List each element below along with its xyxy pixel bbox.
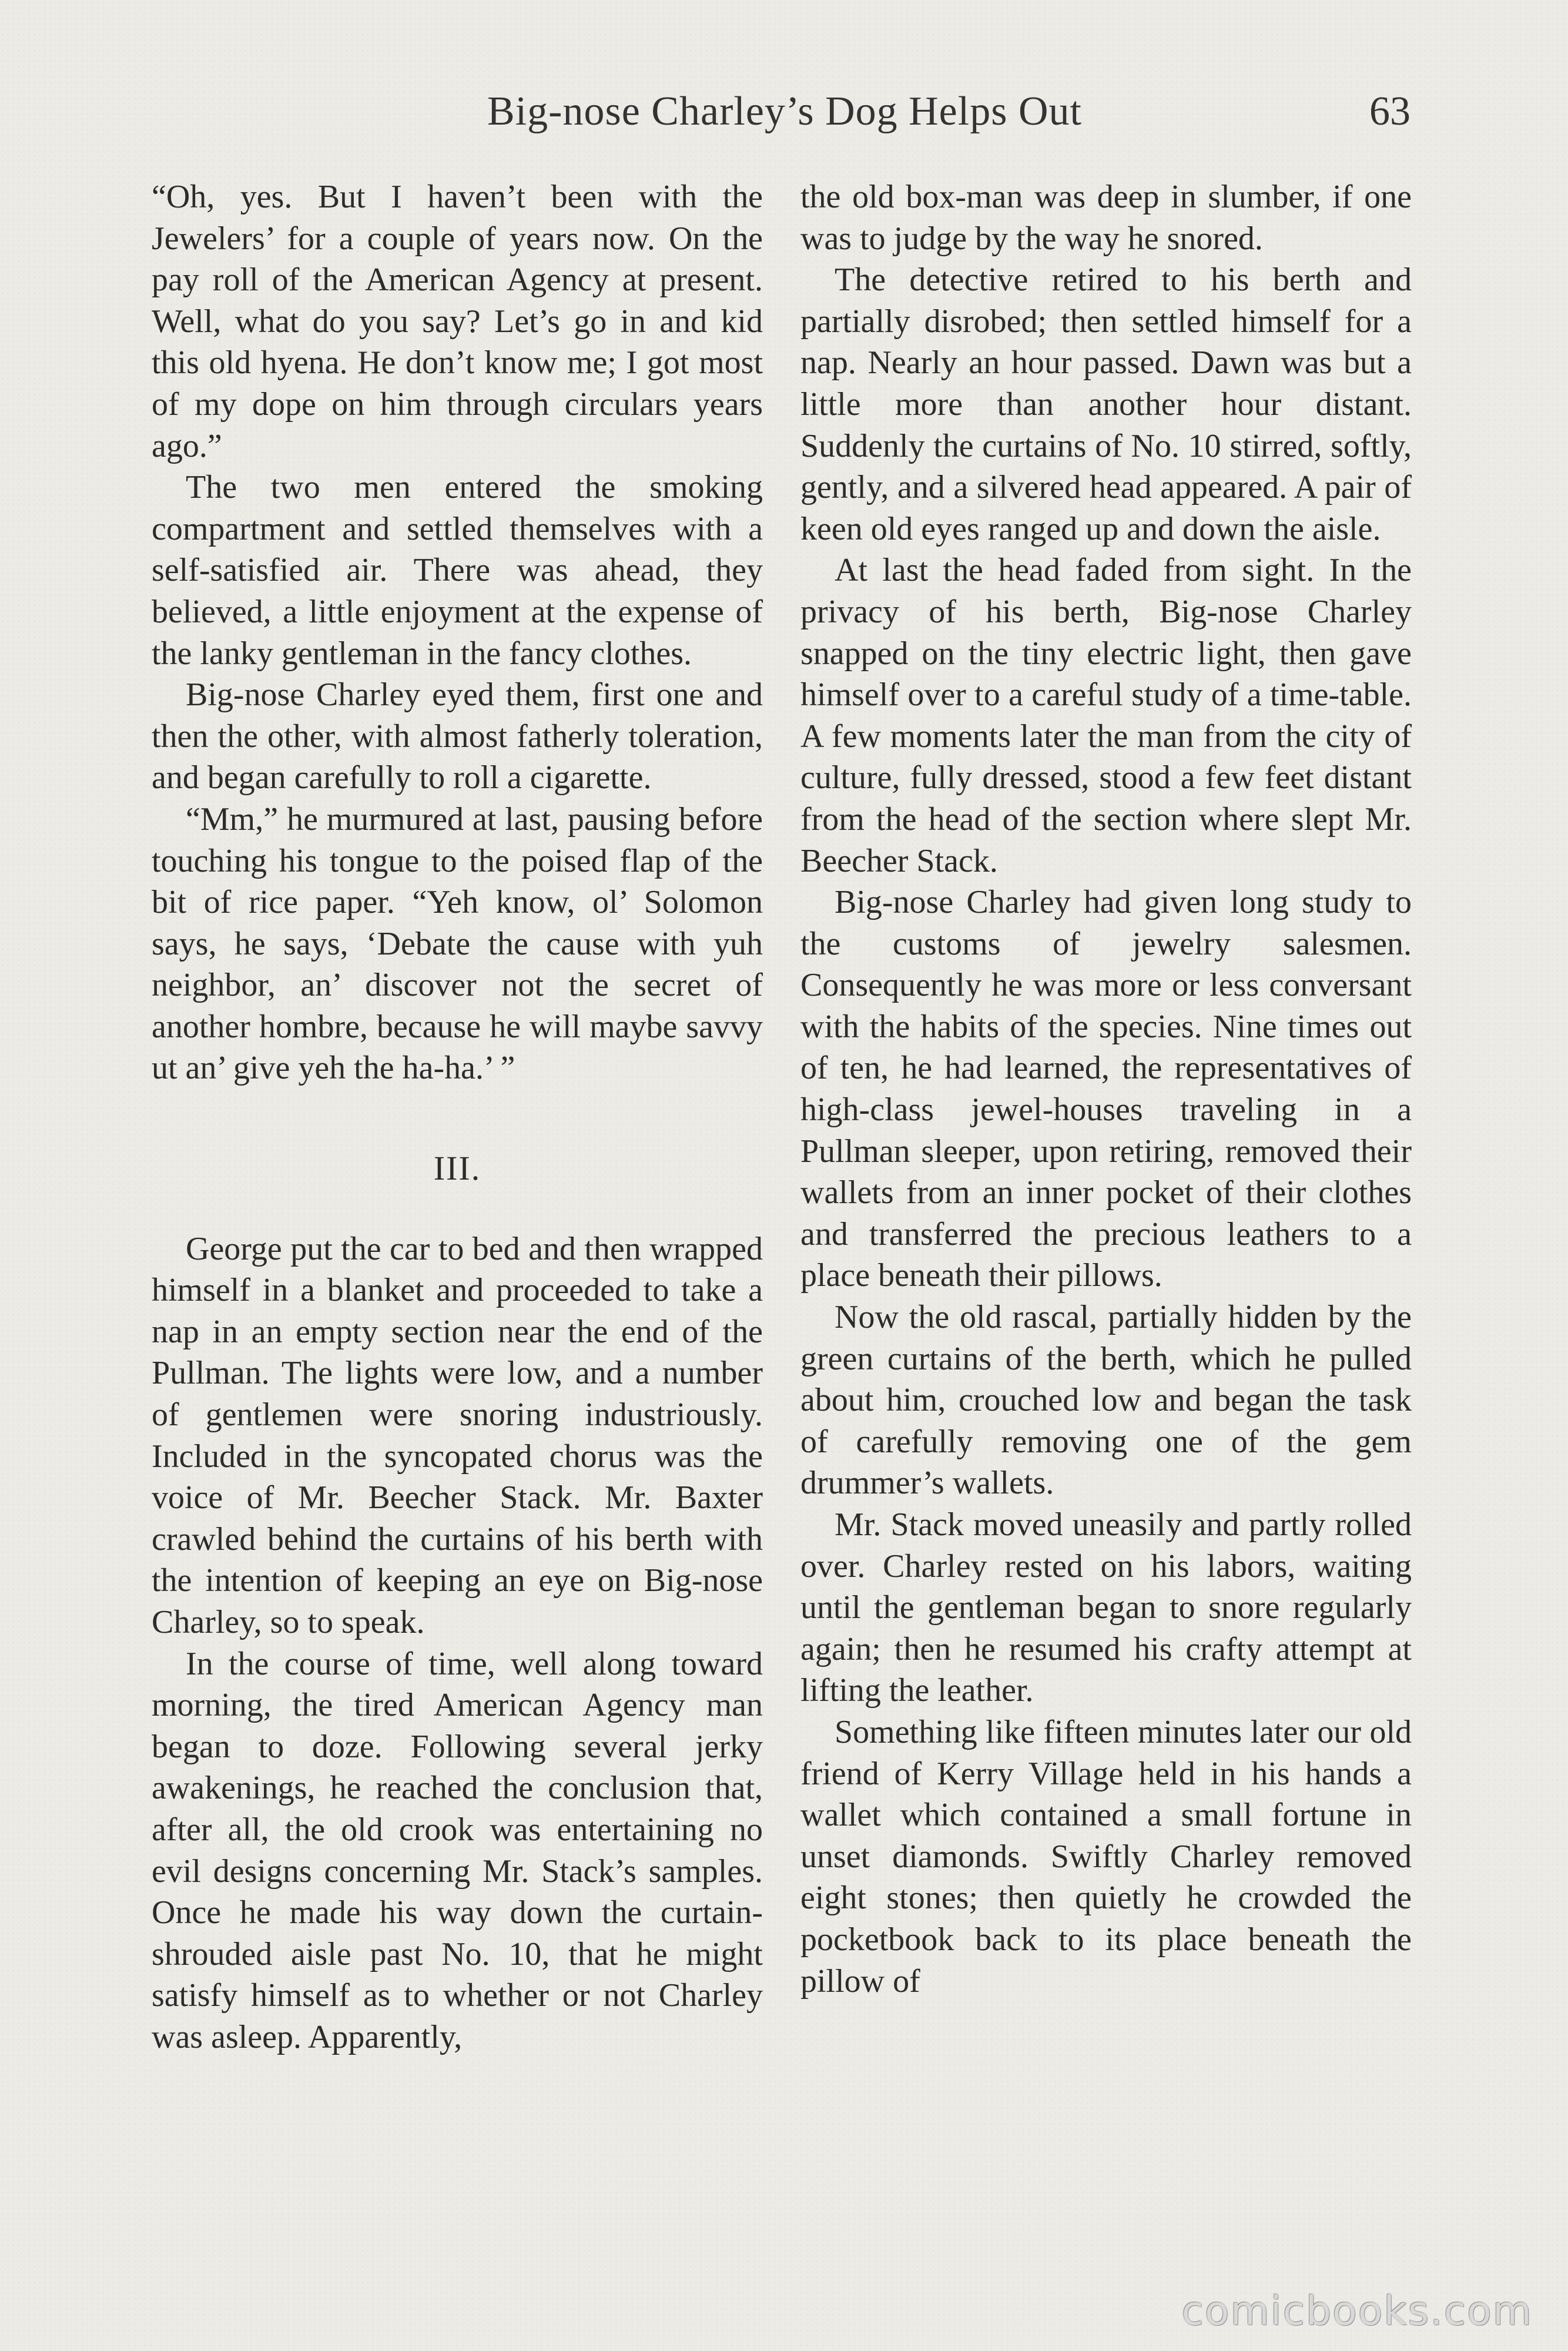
paragraph: the old box-man was deep in slumber, if one was to judge by the way he snored. xyxy=(800,179,1412,257)
paragraph: Big-nose Charley had given long study to the customs of jewelry salesmen. Consequently he was more or less conversant with the habits of the species. Nine times out of ten, he had learned, the representatives of high-class jewel-houses traveling in a Pullman sleeper, upon retiring, removed their wallets from an inner pocket of their clothes and transferred the precious leathers to a place beneath their pillows. xyxy=(800,884,1412,1294)
paragraph: “Oh, yes. But I haven’t been with the Jewelers’ for a couple of years now. On the pay roll of the American Agency at present. Well, what do you say? Let’s go in and kid this old hyena. He don’t know me; I got most of my dope on him through circulars years ago.” xyxy=(152,179,763,464)
running-title: Big-nose Charley’s Dog Helps Out xyxy=(487,89,1082,134)
watermark-logo: comicbooks.com xyxy=(1181,2288,1533,2335)
paragraph: Big-nose Charley eyed them, first one and then the other, with almost fatherly toleration, and began carefully to roll a cigarette. xyxy=(152,677,763,796)
paragraph: Something like fifteen minutes later our old friend of Kerry Village held in his hands a wallet which contained a small fortune in unset diamonds. Swiftly Charley removed eight stones; then quietly he crowded the pocketbook back to its place beneath the pillow of xyxy=(800,1713,1412,2000)
right-column xyxy=(800,176,1412,2222)
paragraph: The two men entered the smoking compartment and settled themselves with a self-satisfied air. There was ahead, they believed, a little enjoyment at the expense of the lanky gentleman in the fancy clothes. xyxy=(152,469,763,672)
paragraph: George put the car to bed and then wrapped himself in a blanket and proceeded to take a nap in an empty section near the end of the Pullman. The lights were low, and a number of gentlemen were snoring industriously. Included in the syncopated chorus was the voice of Mr. Beecher Stack. Mr. Baxter crawled behind the curtains of his berth with the intention of keeping an eye on Big-nose Charley, so to speak. xyxy=(152,1230,763,1640)
paragraph: The detective retired to his berth and partially disrobed; then settled himself for a nap. Nearly an hour passed. Dawn was but a little more than another hour distant. Suddenly the curtains of No. 10 stirred, softly, gently, and a silvered head appeared. A pair of keen old eyes ranged up and down the aisle. xyxy=(800,262,1412,547)
paragraph: “Mm,” he murmured at last, pausing before touching his tongue to the poised flap of the bit of rice paper. “Yeh know, ol’ Solomon says, he says, ‘Debate the cause with yuh neighbor, an’ discover not the secret of another hombre, because he will maybe savvy ut an’ give yeh the ha-ha.’ ” xyxy=(152,801,763,1087)
paragraph: Mr. Stack moved uneasily and partly rolled over. Charley rested on his labors, waiting until the gentleman began to snore regularly again; then he resumed his crafty attempt at lifting the leather. xyxy=(800,1506,1412,1709)
page-number: 63 xyxy=(1369,89,1410,134)
running-head xyxy=(147,88,1422,153)
section-heading: III. xyxy=(433,1149,481,1188)
paragraph: In the course of time, well along toward morning, the tired American Agency man began to doze. Following several jerky awakenings, he reached the conclusion that, after all, the old crook was entertaining no evil designs concerning Mr. Stack’s samples. Once he made his way down the curtain-shrouded aisle past No. 10, that he might satisfy himself as to whether or not Charley was asleep. Apparently, xyxy=(152,1645,763,2055)
left-column xyxy=(152,176,763,2222)
paragraph: Now the old rascal, partially hidden by the green curtains of the berth, which he pulled about him, crouched low and began the task of carefully removing one of the gem drummer’s wallets. xyxy=(800,1299,1412,1502)
paragraph: At last the head faded from sight. In the privacy of his berth, Big-nose Charley snapped on the tiny electric light, then gave himself over to a careful study of a time-table. A few moments later the man from the city of culture, fully dressed, stood a few feet distant from the head of the section where slept Mr. Beecher Stack. xyxy=(800,552,1412,879)
